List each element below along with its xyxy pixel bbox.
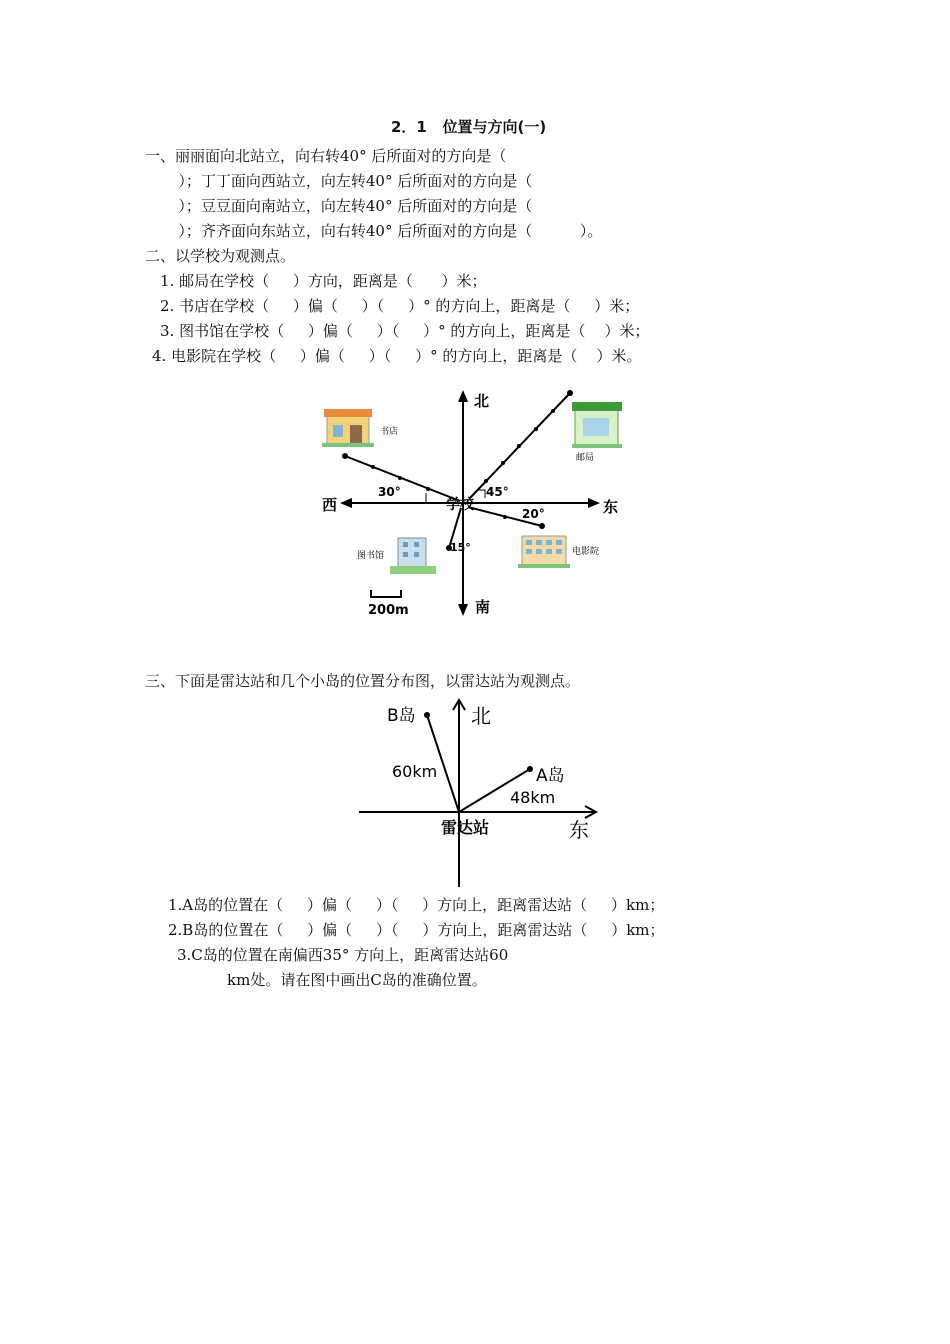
- s1-line3: ）；豆豆面向南站立，向左转40° 后所面对的方向是（: [145, 197, 533, 215]
- s2-q2: 2. 书店在学校（ ）偏（ ）（ ）° 的方向上，距离是（ ）米；: [160, 297, 640, 315]
- angle-library: 15°: [450, 541, 471, 554]
- page-title: 2．1 位置与方向(一): [391, 118, 547, 136]
- post-office-icon: [572, 402, 622, 448]
- north-arrow: [458, 390, 468, 402]
- island-b-dot: [424, 712, 430, 718]
- map1-bookstore: 书店: [380, 427, 399, 437]
- radar-north: 北: [471, 704, 491, 728]
- map1-post: 邮局: [576, 453, 595, 463]
- scale-label: 200m: [368, 603, 409, 618]
- s3-q3b: km处。请在图中画出C岛的准确位置。: [227, 971, 487, 989]
- angle-bookstore: 30°: [378, 485, 401, 499]
- angle-cinema: 20°: [522, 507, 545, 521]
- radar-east: 东: [569, 818, 589, 842]
- s3-q1: 1.A岛的位置在（ ）偏（ ）（ ）方向上，距离雷达站（ ）km；: [168, 896, 665, 914]
- map1-center: 学校: [446, 497, 474, 513]
- s3-heading: 三、下面是雷达站和几个小岛的位置分布图，以雷达站为观测点。: [145, 672, 581, 690]
- island-b-label: B岛: [387, 706, 416, 726]
- s3-q3a: 3.C岛的位置在南偏西35° 方向上，距离雷达站60: [177, 946, 509, 964]
- south-arrow: [458, 604, 468, 616]
- map1-west: 西: [322, 496, 338, 514]
- bookstore-dot: [342, 453, 348, 459]
- s3-q2: 2.B岛的位置在（ ）偏（ ）（ ）方向上，距离雷达站（ ）km；: [168, 921, 665, 939]
- bookstore-icon: [322, 409, 374, 447]
- cinema-icon: [518, 536, 570, 568]
- library-icon: [390, 538, 436, 574]
- dist-b: 60km: [392, 762, 438, 781]
- post-dot: [567, 390, 573, 396]
- west-arrow: [340, 498, 352, 508]
- radar-center: 雷达站: [441, 818, 490, 837]
- s1-line2: ）；丁丁面向西站立，向左转40° 后所面对的方向是（: [145, 172, 533, 190]
- s1-line1: 一、丽丽面向北站立，向右转40° 后所面对的方向是（: [145, 147, 507, 165]
- cinema-dot: [539, 523, 545, 529]
- bookstore-route: [345, 456, 460, 501]
- map1-east: 东: [603, 498, 619, 516]
- island-a-label: A岛: [536, 766, 565, 786]
- s1-line4: ）；齐齐面向东站立，向右转40° 后所面对的方向是（ ）。: [145, 222, 603, 240]
- radar-map: [355, 695, 605, 890]
- east-arrow: [588, 498, 600, 508]
- dist-a: 48km: [510, 788, 556, 807]
- map1-south: 南: [475, 598, 491, 616]
- s2-q3: 3. 图书馆在学校（ ）偏（ ）（ ）° 的方向上，距离是（ ）米；: [160, 322, 650, 340]
- s2-q1: 1. 邮局在学校（ ）方向，距离是（ ）米；: [160, 272, 487, 290]
- s2-q4: 4. 电影院在学校（ ）偏（ ）（ ）° 的方向上，距离是（ ）米。: [152, 347, 642, 365]
- map1-library: 图书馆: [357, 551, 385, 561]
- island-a-dot: [527, 766, 533, 772]
- s2-heading: 二、以学校为观测点。: [145, 247, 296, 265]
- angle-post: 45°: [486, 485, 509, 499]
- map1-north: 北: [474, 392, 490, 410]
- scale-bar: [371, 590, 401, 597]
- school-map: [300, 380, 640, 625]
- map1-cinema: 电影院: [572, 547, 600, 557]
